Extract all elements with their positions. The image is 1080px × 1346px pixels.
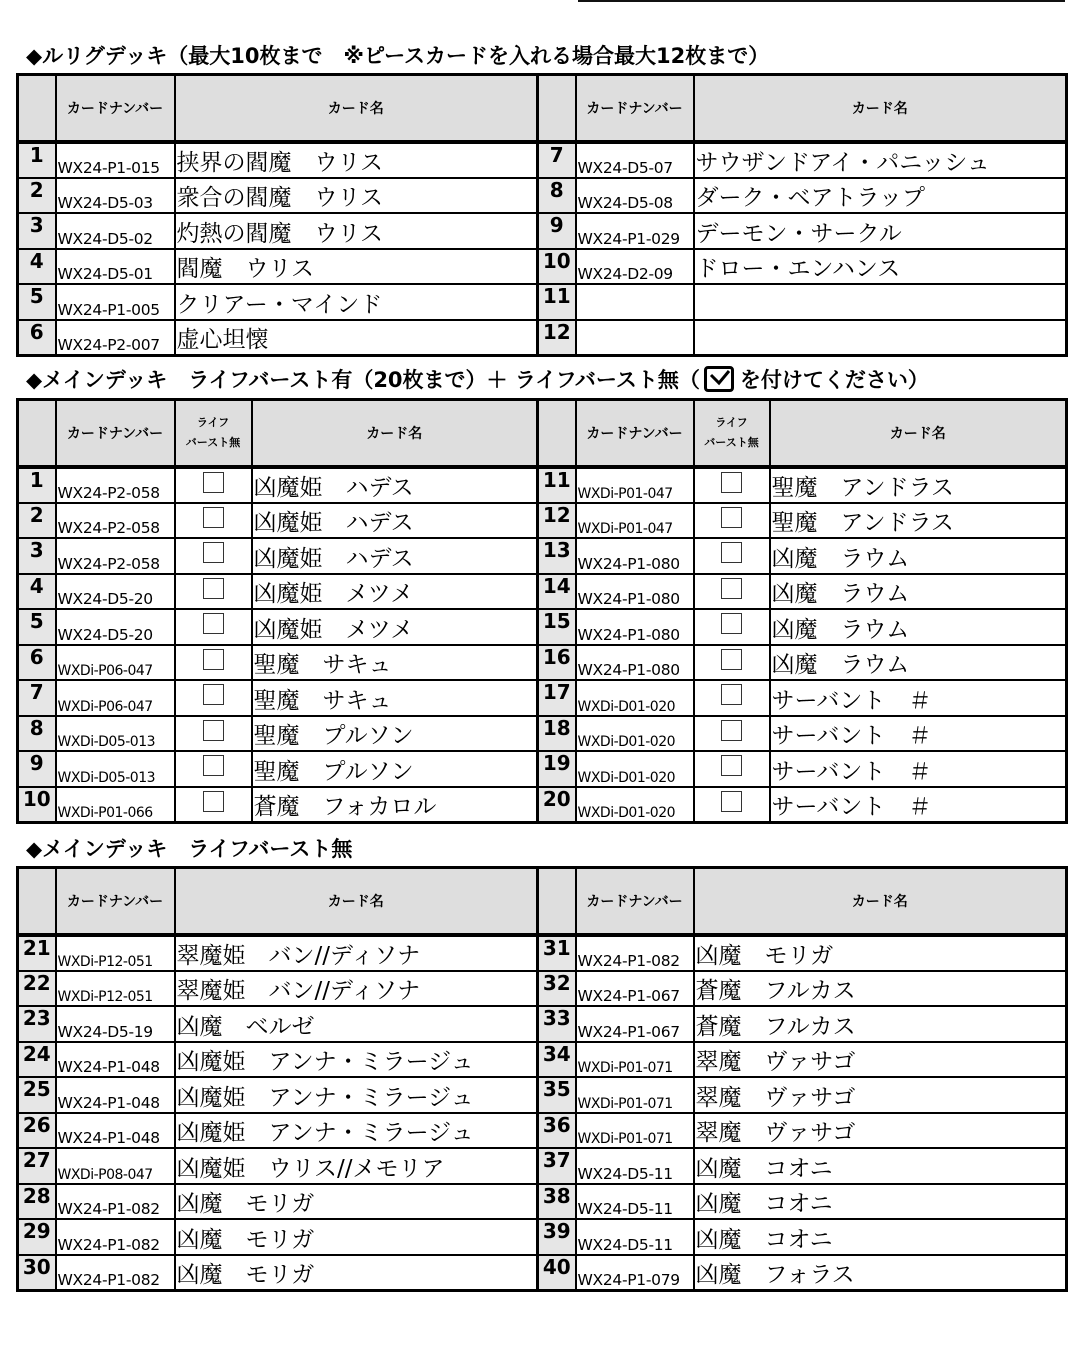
header-card-number: カードナンバー <box>56 868 175 936</box>
main-deck-lb-title <box>26 364 929 394</box>
life-burst-checkbox[interactable] <box>203 684 224 705</box>
row-number: 38 <box>538 1184 576 1220</box>
card-name-cell[interactable]: 閻魔 ウリス <box>175 249 538 285</box>
main-deck-lb-table <box>16 398 1068 824</box>
card-name-cell[interactable]: 灼熱の閻魔 ウリス <box>175 213 538 249</box>
card-name-cell[interactable]: 凶魔姫 メツメ <box>252 609 538 645</box>
header-number-cell <box>18 75 56 143</box>
table-row <box>18 1042 1067 1078</box>
card-number-cell[interactable]: WX24-P2-058 <box>56 503 175 539</box>
card-name-cell[interactable]: 凶魔姫 メツメ <box>252 574 538 610</box>
header-card-number: カードナンバー <box>576 75 694 143</box>
header-number-cell <box>538 75 576 143</box>
card-name-cell[interactable]: 凶魔 ラウム <box>770 645 1067 681</box>
card-number-cell[interactable]: WXDi-P12-051 <box>56 935 175 971</box>
table-row <box>18 1219 1067 1255</box>
main-deck-nolb-title <box>26 833 352 863</box>
life-burst-checkbox[interactable] <box>721 720 742 741</box>
row-number: 10 <box>538 249 576 285</box>
card-number-cell[interactable]: WX24-P1-067 <box>576 1006 694 1042</box>
card-name-cell[interactable]: 凶魔姫 ハデス <box>252 467 538 503</box>
card-number-cell[interactable]: WX24-D5-20 <box>56 609 175 645</box>
main-deck-nolb-table <box>16 866 1068 1292</box>
row-number: 8 <box>18 716 56 752</box>
table-row <box>18 538 1067 574</box>
row-number: 1 <box>18 142 56 178</box>
table-row <box>18 320 1067 356</box>
card-name-cell[interactable]: 聖魔 アンドラス <box>770 467 1067 503</box>
table-row <box>18 751 1067 787</box>
row-number: 12 <box>538 503 576 539</box>
row-number: 34 <box>538 1042 576 1078</box>
card-number-cell[interactable]: WX24-P1-082 <box>56 1184 175 1220</box>
card-name-cell[interactable]: 蒼魔 フルカス <box>694 971 1067 1007</box>
table-row <box>18 716 1067 752</box>
card-number-cell[interactable]: WX24-P1-082 <box>56 1255 175 1291</box>
card-number-cell[interactable]: WX24-D5-11 <box>576 1219 694 1255</box>
card-name-cell[interactable]: 凶魔姫 ウリス//メモリア <box>175 1148 538 1184</box>
card-name-cell[interactable]: 凶魔 コオニ <box>694 1219 1067 1255</box>
card-name-cell[interactable]: 凶魔 モリガ <box>175 1184 538 1220</box>
card-name-cell[interactable]: 凶魔 モリガ <box>175 1219 538 1255</box>
row-number: 4 <box>18 249 56 285</box>
card-number-cell[interactable]: WX24-P1-029 <box>576 213 694 249</box>
life-burst-cell <box>175 609 252 645</box>
life-burst-checkbox[interactable] <box>721 542 742 563</box>
row-number: 16 <box>538 645 576 681</box>
life-burst-checkbox[interactable] <box>203 613 224 634</box>
table-row <box>18 1255 1067 1291</box>
card-number-cell[interactable] <box>576 320 694 356</box>
table-row <box>18 142 1067 178</box>
life-burst-cell <box>694 751 770 787</box>
life-burst-checkbox[interactable] <box>721 613 742 634</box>
top-rule <box>578 0 1065 2</box>
life-burst-checkbox[interactable] <box>721 578 742 599</box>
card-name-cell[interactable]: デーモン・サークル <box>694 213 1067 249</box>
main-deck-lb-title-text: ◆メインデッキ ライフバースト有（20枚まで）＋ ライフバースト無（ <box>26 368 700 392</box>
life-burst-cell <box>694 645 770 681</box>
card-number-cell[interactable]: WX24-D5-01 <box>56 249 175 285</box>
row-number: 2 <box>18 503 56 539</box>
main-deck-lb-rows <box>18 467 1067 822</box>
card-number-cell[interactable]: WX24-P1-080 <box>576 538 694 574</box>
table-row <box>18 178 1067 214</box>
card-name-cell[interactable]: 凶魔 ラウム <box>770 574 1067 610</box>
table-row <box>18 680 1067 716</box>
row-number: 7 <box>18 680 56 716</box>
life-burst-cell <box>175 716 252 752</box>
card-number-cell[interactable]: WX24-P2-058 <box>56 467 175 503</box>
card-number-cell[interactable]: WXDi-P01-071 <box>576 1042 694 1078</box>
life-burst-cell <box>694 574 770 610</box>
card-number-cell[interactable]: WX24-P2-007 <box>56 320 175 356</box>
row-number: 26 <box>18 1113 56 1149</box>
card-number-cell[interactable]: WX24-P1-080 <box>576 609 694 645</box>
table-row <box>18 787 1067 823</box>
lrig-deck-table <box>16 73 1068 357</box>
card-number-cell[interactable]: WXDi-D05-013 <box>56 716 175 752</box>
card-name-cell[interactable]: 蒼魔 フルカス <box>694 1006 1067 1042</box>
row-number: 37 <box>538 1148 576 1184</box>
card-name-cell[interactable]: 蒼魔 フォカロル <box>252 787 538 823</box>
life-burst-checkbox[interactable] <box>203 542 224 563</box>
card-number-cell[interactable]: WXDi-P01-066 <box>56 787 175 823</box>
card-number-cell[interactable]: WX24-D5-07 <box>576 142 694 178</box>
table-row <box>18 503 1067 539</box>
life-burst-checkbox[interactable] <box>721 684 742 705</box>
header-card-number: カードナンバー <box>56 75 175 143</box>
row-number: 36 <box>538 1113 576 1149</box>
lrig-deck-title-text: ◆ルリグデッキ（最大10枚まで ※ピースカードを入れる場合最大12枚まで） <box>26 44 770 68</box>
card-number-cell[interactable]: WX24-D5-20 <box>56 574 175 610</box>
header-card-number: カードナンバー <box>56 400 175 468</box>
card-name-cell[interactable]: 凶魔 ベルゼ <box>175 1006 538 1042</box>
card-name-cell[interactable]: 凶魔 フォラス <box>694 1255 1067 1291</box>
row-number: 27 <box>18 1148 56 1184</box>
card-name-cell[interactable]: 挟界の閻魔 ウリス <box>175 142 538 178</box>
row-number: 9 <box>538 213 576 249</box>
card-number-cell[interactable]: WXDi-P06-047 <box>56 645 175 681</box>
card-number-cell[interactable]: WXDi-P12-051 <box>56 971 175 1007</box>
life-burst-checkbox[interactable] <box>721 649 742 670</box>
row-number: 40 <box>538 1255 576 1291</box>
life-burst-checkbox[interactable] <box>203 649 224 670</box>
row-number: 7 <box>538 142 576 178</box>
card-number-cell[interactable]: WXDi-D01-020 <box>576 787 694 823</box>
life-burst-checkbox[interactable] <box>721 791 742 812</box>
table-row <box>18 609 1067 645</box>
row-number: 11 <box>538 467 576 503</box>
header-card-number: カードナンバー <box>576 868 694 936</box>
row-number: 12 <box>538 320 576 356</box>
life-burst-cell <box>175 751 252 787</box>
life-burst-cell <box>175 467 252 503</box>
card-name-cell[interactable]: サーバント ＃ <box>770 787 1067 823</box>
header-number-cell <box>538 868 576 936</box>
main-deck-nolb-title-text: ◆メインデッキ ライフバースト無 <box>26 837 353 861</box>
life-burst-cell <box>175 538 252 574</box>
card-name-cell[interactable]: 凶魔姫 ハデス <box>252 503 538 539</box>
row-number: 30 <box>18 1255 56 1291</box>
table-row <box>18 249 1067 285</box>
life-burst-checkbox[interactable] <box>721 472 742 493</box>
header-card-name: カード名 <box>694 75 1067 143</box>
header-number-cell <box>18 868 56 936</box>
card-number-cell[interactable]: WX24-P1-079 <box>576 1255 694 1291</box>
header-number-cell <box>538 400 576 468</box>
life-burst-cell <box>175 787 252 823</box>
card-number-cell[interactable]: WXDi-P01-071 <box>576 1077 694 1113</box>
card-number-cell[interactable]: WX24-D5-11 <box>576 1184 694 1220</box>
lrig-deck-rows <box>18 142 1067 355</box>
row-number: 32 <box>538 971 576 1007</box>
card-number-cell[interactable]: WXDi-D05-013 <box>56 751 175 787</box>
row-number: 20 <box>538 787 576 823</box>
header-card-name: カード名 <box>770 400 1067 468</box>
table-row <box>18 213 1067 249</box>
card-name-cell[interactable]: 衆合の閻魔 ウリス <box>175 178 538 214</box>
header-card-number: カードナンバー <box>576 400 694 468</box>
table-row <box>18 1148 1067 1184</box>
row-number: 29 <box>18 1219 56 1255</box>
card-name-cell[interactable]: 翠魔 ヴァサゴ <box>694 1113 1067 1149</box>
life-burst-checkbox[interactable] <box>203 472 224 493</box>
header-life-burst: ライフ バースト無 <box>694 400 770 468</box>
row-number: 19 <box>538 751 576 787</box>
life-burst-cell <box>694 467 770 503</box>
row-number: 6 <box>18 320 56 356</box>
row-number: 21 <box>18 935 56 971</box>
card-name-cell[interactable]: 翠魔姫 バン//ディソナ <box>175 935 538 971</box>
card-name-cell[interactable]: サーバント ＃ <box>770 751 1067 787</box>
header-card-name: カード名 <box>694 868 1067 936</box>
table-row <box>18 645 1067 681</box>
row-number: 15 <box>538 609 576 645</box>
row-number: 31 <box>538 935 576 971</box>
row-number: 39 <box>538 1219 576 1255</box>
life-burst-cell <box>694 716 770 752</box>
card-number-cell[interactable]: WXDi-D01-020 <box>576 751 694 787</box>
card-number-cell[interactable]: WXDi-P06-047 <box>56 680 175 716</box>
card-number-cell[interactable]: WXDi-D01-020 <box>576 716 694 752</box>
card-number-cell[interactable]: WX24-P2-058 <box>56 538 175 574</box>
card-number-cell[interactable]: WX24-D5-02 <box>56 213 175 249</box>
row-number: 8 <box>538 178 576 214</box>
card-name-cell[interactable]: 聖魔 アンドラス <box>770 503 1067 539</box>
card-number-cell[interactable]: WXDi-D01-020 <box>576 680 694 716</box>
life-burst-checkbox[interactable] <box>203 791 224 812</box>
life-burst-cell <box>175 574 252 610</box>
card-number-cell[interactable]: WX24-D5-11 <box>576 1148 694 1184</box>
check-box-icon <box>704 366 734 392</box>
card-name-cell[interactable]: 凶魔 ラウム <box>770 609 1067 645</box>
main-deck-nolb-rows <box>18 935 1067 1290</box>
card-number-cell[interactable] <box>576 284 694 320</box>
card-number-cell[interactable]: WX24-P1-082 <box>56 1219 175 1255</box>
card-number-cell[interactable]: WX24-P1-015 <box>56 142 175 178</box>
header-number-cell <box>18 400 56 468</box>
life-burst-cell <box>175 680 252 716</box>
card-number-cell[interactable]: WX24-P1-080 <box>576 574 694 610</box>
card-name-cell[interactable]: 聖魔 プルソン <box>252 751 538 787</box>
row-number: 25 <box>18 1077 56 1113</box>
card-name-cell[interactable]: 凶魔 モリガ <box>694 935 1067 971</box>
table-row <box>18 1077 1067 1113</box>
card-name-cell[interactable]: サーバント ＃ <box>770 680 1067 716</box>
lrig-deck-title <box>26 40 769 70</box>
row-number: 10 <box>18 787 56 823</box>
row-number: 13 <box>538 538 576 574</box>
row-number: 22 <box>18 971 56 1007</box>
table-row <box>18 1006 1067 1042</box>
header-card-name: カード名 <box>252 400 538 468</box>
row-number: 11 <box>538 284 576 320</box>
card-number-cell[interactable]: WXDi-P01-047 <box>576 503 694 539</box>
card-number-cell[interactable]: WXDi-P08-047 <box>56 1148 175 1184</box>
card-number-cell[interactable]: WX24-D2-09 <box>576 249 694 285</box>
card-number-cell[interactable]: WX24-P1-067 <box>576 971 694 1007</box>
card-number-cell[interactable]: WX24-D5-08 <box>576 178 694 214</box>
card-name-cell[interactable]: 翠魔 ヴァサゴ <box>694 1077 1067 1113</box>
table-row <box>18 1113 1067 1149</box>
row-number: 14 <box>538 574 576 610</box>
card-name-cell[interactable]: 凶魔 コオニ <box>694 1184 1067 1220</box>
card-number-cell[interactable]: WX24-P1-082 <box>576 935 694 971</box>
card-number-cell[interactable]: WX24-P1-005 <box>56 284 175 320</box>
life-burst-cell <box>175 503 252 539</box>
header-card-name: カード名 <box>175 75 538 143</box>
main-deck-lb-title-text-2: を付けてください） <box>739 368 929 392</box>
card-number-cell[interactable]: WXDi-P01-047 <box>576 467 694 503</box>
card-number-cell[interactable]: WX24-D5-19 <box>56 1006 175 1042</box>
row-number: 28 <box>18 1184 56 1220</box>
life-burst-cell <box>694 680 770 716</box>
row-number: 23 <box>18 1006 56 1042</box>
card-name-cell[interactable]: サーバント ＃ <box>770 716 1067 752</box>
card-name-cell[interactable]: サウザンドアイ・パニッシュ <box>694 142 1067 178</box>
card-name-cell[interactable]: 凶魔姫 アンナ・ミラージュ <box>175 1113 538 1149</box>
row-number: 4 <box>18 574 56 610</box>
row-number: 35 <box>538 1077 576 1113</box>
card-name-cell[interactable]: 凶魔姫 アンナ・ミラージュ <box>175 1042 538 1078</box>
row-number: 2 <box>18 178 56 214</box>
card-name-cell[interactable]: 凶魔 モリガ <box>175 1255 538 1291</box>
card-number-cell[interactable]: WX24-P1-048 <box>56 1077 175 1113</box>
life-burst-checkbox[interactable] <box>721 507 742 528</box>
card-name-cell[interactable]: 聖魔 サキュ <box>252 680 538 716</box>
life-burst-checkbox[interactable] <box>203 755 224 776</box>
table-row <box>18 467 1067 503</box>
card-name-cell[interactable]: 聖魔 サキュ <box>252 645 538 681</box>
row-number: 1 <box>18 467 56 503</box>
table-row <box>18 971 1067 1007</box>
card-name-cell[interactable]: 聖魔 プルソン <box>252 716 538 752</box>
life-burst-cell <box>694 787 770 823</box>
row-number: 5 <box>18 284 56 320</box>
table-row <box>18 284 1067 320</box>
row-number: 17 <box>538 680 576 716</box>
row-number: 5 <box>18 609 56 645</box>
card-name-cell[interactable]: 凶魔姫 ハデス <box>252 538 538 574</box>
life-burst-checkbox[interactable] <box>203 578 224 599</box>
card-name-cell[interactable]: クリアー・マインド <box>175 284 538 320</box>
life-burst-cell <box>694 503 770 539</box>
card-name-cell[interactable]: 凶魔 コオニ <box>694 1148 1067 1184</box>
card-number-cell[interactable]: WXDi-P01-071 <box>576 1113 694 1149</box>
row-number: 33 <box>538 1006 576 1042</box>
table-row <box>18 574 1067 610</box>
card-name-cell[interactable]: 虚心坦懐 <box>175 320 538 356</box>
life-burst-cell <box>694 538 770 574</box>
header-card-name: カード名 <box>175 868 538 936</box>
row-number: 24 <box>18 1042 56 1078</box>
header-life-burst: ライフ バースト無 <box>175 400 252 468</box>
row-number: 6 <box>18 645 56 681</box>
card-name-cell[interactable]: 翠魔姫 バン//ディソナ <box>175 971 538 1007</box>
card-number-cell[interactable]: WX24-P1-080 <box>576 645 694 681</box>
row-number: 3 <box>18 213 56 249</box>
life-burst-checkbox[interactable] <box>721 755 742 776</box>
table-row <box>18 1184 1067 1220</box>
card-number-cell[interactable]: WX24-P1-048 <box>56 1113 175 1149</box>
card-name-cell[interactable]: ドロー・エンハンス <box>694 249 1067 285</box>
card-name-cell[interactable] <box>694 320 1067 356</box>
life-burst-checkbox[interactable] <box>203 720 224 741</box>
life-burst-cell <box>694 609 770 645</box>
card-name-cell[interactable]: 翠魔 ヴァサゴ <box>694 1042 1067 1078</box>
card-name-cell[interactable] <box>694 284 1067 320</box>
life-burst-checkbox[interactable] <box>203 507 224 528</box>
card-name-cell[interactable]: 凶魔姫 アンナ・ミラージュ <box>175 1077 538 1113</box>
row-number: 18 <box>538 716 576 752</box>
row-number: 3 <box>18 538 56 574</box>
card-name-cell[interactable]: ダーク・ベアトラップ <box>694 178 1067 214</box>
row-number: 9 <box>18 751 56 787</box>
card-number-cell[interactable]: WX24-D5-03 <box>56 178 175 214</box>
card-number-cell[interactable]: WX24-P1-048 <box>56 1042 175 1078</box>
card-name-cell[interactable]: 凶魔 ラウム <box>770 538 1067 574</box>
life-burst-cell <box>175 645 252 681</box>
table-row <box>18 935 1067 971</box>
